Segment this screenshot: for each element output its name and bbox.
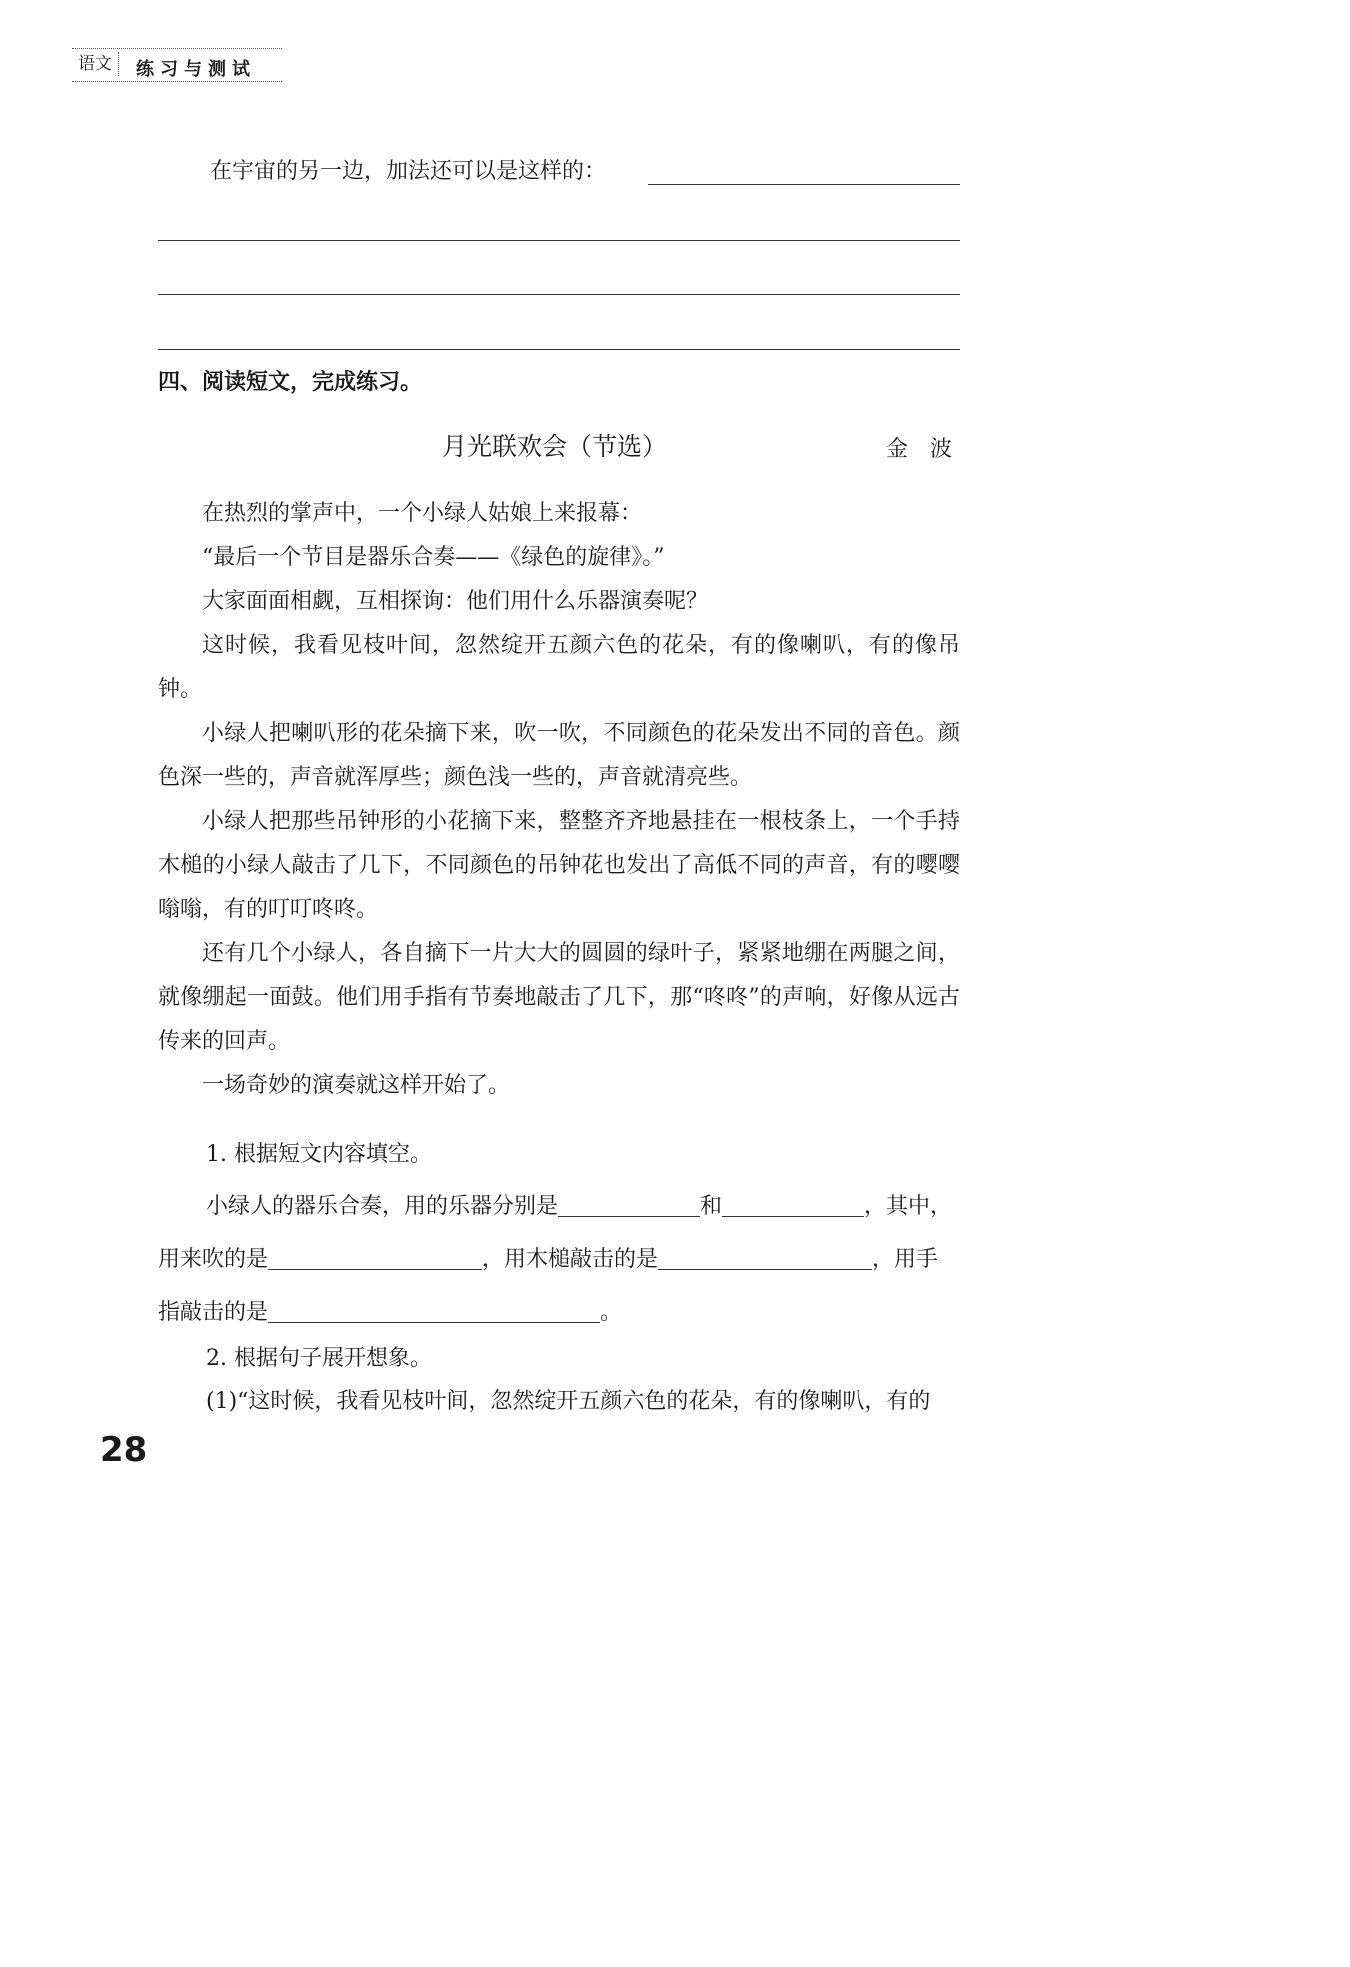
article-paragraph: 在热烈的掌声中，一个小绿人姑娘上来报幕： [202, 501, 643, 526]
question-1-line-3 [158, 1298, 622, 1328]
article-paragraph: “最后一个节目是器乐合奏——《绿色的旋律》。” [202, 545, 665, 570]
fill-blank[interactable] [722, 1192, 864, 1217]
question-1-line-1 [206, 1192, 952, 1222]
answer-line[interactable] [158, 294, 960, 295]
article-title: 月光联欢会（节选） [442, 432, 668, 461]
question-1-prompt: 1. 根据短文内容填空。 [206, 1142, 432, 1167]
article-paragraph: 小绿人把那些吊钟形的小花摘下来，整整齐齐地悬挂在一根枝条上，一个手持木槌的小绿人敲击了几下，不同颜色的吊钟花也发出了高低不同的声音，有的嘤嘤嗡嗡，有的叮叮咚咚。 [158, 809, 960, 922]
article-paragraph: 还有几个小绿人，各自摘下一片大大的圆圆的绿叶子，紧紧地绷在两腿之间，就像绷起一面鼓。他们用手指有节奏地敲击了几下，那“咚咚”的声响，好像从远古传来的回声。 [158, 941, 960, 1054]
q1-text: ，用木槌敲击的是 [482, 1247, 659, 1272]
intro-line: 在宇宙的另一边，加法还可以是这样的： [210, 159, 607, 184]
article-paragraph: 大家面面相觑，互相探询：他们用什么乐器演奏呢？ [202, 589, 709, 614]
q1-text: ，其中， [864, 1194, 953, 1219]
article-paragraph: 小绿人把喇叭形的花朵摘下来，吹一吹，不同颜色的花朵发出不同的音色。颜色深一些的，声音就浑厚些；颜色浅一些的，声音就清亮些。 [158, 721, 960, 790]
q1-text: 。 [600, 1300, 623, 1325]
fill-blank[interactable] [658, 1245, 872, 1270]
answer-line[interactable] [158, 349, 960, 350]
fill-blank[interactable] [268, 1298, 600, 1323]
answer-line[interactable] [648, 184, 960, 185]
q1-text: 用来吹的是 [158, 1247, 269, 1272]
article-paragraph: 一场奇妙的演奏就这样开始了。 [202, 1073, 511, 1098]
question-2-prompt: 2. 根据句子展开想象。 [206, 1346, 432, 1371]
fill-blank[interactable] [558, 1192, 700, 1217]
answer-line[interactable] [158, 240, 960, 241]
q1-text: 和 [700, 1194, 723, 1219]
article-body [158, 492, 960, 1108]
article-paragraph: 这时候，我看见枝叶间，忽然绽开五颜六色的花朵，有的像喇叭，有的像吊钟。 [158, 633, 960, 702]
section-heading: 四、阅读短文，完成练习。 [158, 370, 423, 395]
article-author: 金 波 [886, 437, 953, 462]
q1-text: ，用手 [872, 1247, 939, 1272]
question-1-line-2 [158, 1245, 938, 1275]
page-number: 28 [100, 1430, 148, 1470]
question-2-item-1: (1)“这时候，我看见枝叶间，忽然绽开五颜六色的花朵，有的像喇叭，有的 [206, 1389, 931, 1414]
q1-text: 指敲击的是 [158, 1300, 269, 1325]
header-subject: 语文 [72, 52, 119, 76]
header-title: 练习与测试 [136, 59, 256, 80]
q1-text: 小绿人的器乐合奏，用的乐器分别是 [206, 1194, 559, 1219]
fill-blank[interactable] [268, 1245, 482, 1270]
